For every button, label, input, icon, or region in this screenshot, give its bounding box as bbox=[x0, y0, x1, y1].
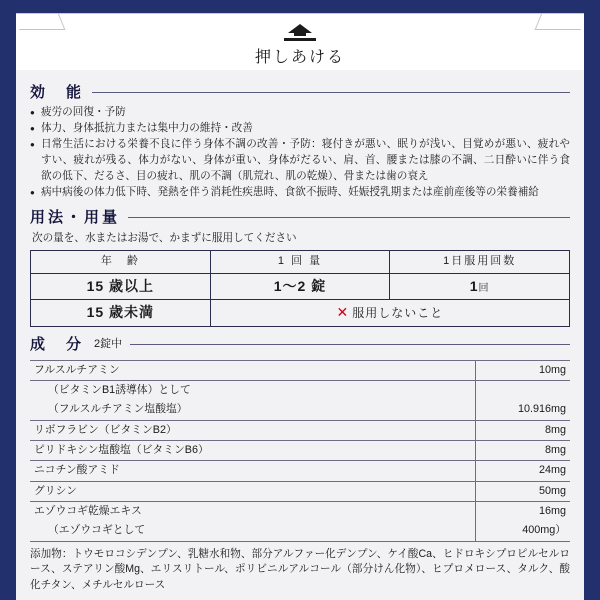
ingredients-rule bbox=[130, 344, 570, 345]
cell-frequency bbox=[390, 273, 570, 300]
list-item: ● 日常生活における栄養不良に伴う身体不調の改善・予防：寝付きが悪い、眠りが浅い、目覚めが悪い、疲れやすい、疲れが残る、体力がない、身体が重い、身体がだるい、肩、首、腰または膝の不調、二日酔いに伴う食欲の低下、だるさ、目の疲れ、肌の不調（肌荒れ、肌の乾燥）、骨または歯の衰え bbox=[30, 137, 570, 185]
ingredient-name bbox=[30, 400, 476, 420]
ingredient-name: ニコチン酸アミド bbox=[30, 461, 476, 481]
column-header-dose: 1 回 量 bbox=[210, 250, 390, 273]
ingredient-name bbox=[30, 521, 476, 541]
push-open-instruction bbox=[16, 24, 584, 67]
ingredients-subtitle: 2錠中 bbox=[94, 338, 123, 351]
info-panel bbox=[16, 70, 584, 600]
ingredient-amount: 8mg bbox=[476, 440, 571, 460]
ingredient-amount bbox=[476, 380, 571, 400]
list-item: ● 体力、身体抵抗力または集中力の維持・改善 bbox=[30, 121, 570, 137]
table-row bbox=[31, 273, 570, 300]
table-header-row bbox=[31, 250, 570, 273]
usage-heading bbox=[30, 207, 570, 228]
ingredient-amount: 24mg bbox=[476, 461, 571, 481]
ingredient-name-text: （エゾウコギとして bbox=[48, 524, 146, 537]
table-row bbox=[30, 521, 570, 541]
table-row bbox=[31, 300, 570, 327]
restriction-text: 服用しないこと bbox=[352, 306, 444, 321]
usage-note: 次の量を、水またはお湯で、かまずに服用してください bbox=[32, 231, 297, 244]
efficacy-heading bbox=[30, 82, 570, 103]
table-row bbox=[30, 481, 570, 501]
table-row bbox=[30, 360, 570, 380]
ingredient-amount: 50mg bbox=[476, 481, 571, 501]
flap-crease-line bbox=[16, 13, 584, 14]
ingredients-title: 成 分 bbox=[30, 336, 85, 354]
ingredient-amount: 10.916mg bbox=[476, 400, 571, 420]
table-row bbox=[30, 420, 570, 440]
ingredient-amount: 8mg bbox=[476, 420, 571, 440]
cell-restriction bbox=[210, 300, 569, 327]
efficacy-title: 効 能 bbox=[30, 84, 85, 101]
table-row bbox=[30, 400, 570, 420]
top-flap bbox=[16, 0, 584, 70]
ingredient-name: フルスルチアミン bbox=[30, 360, 476, 380]
ingredient-amount: 16mg bbox=[476, 501, 571, 521]
usage-title: 用法・用量 bbox=[30, 208, 121, 226]
ingredient-amount: 10mg bbox=[476, 360, 571, 380]
ingredient-name: グリシン bbox=[30, 481, 476, 501]
ingredient-name: ピリドキシン塩酸塩（ビタミンB6） bbox=[30, 440, 476, 460]
list-item: ● 病中病後の体力低下時、発熱を伴う消耗性疾患時、食欲不振時、妊娠授乳期または産前産後等の栄養補給 bbox=[30, 185, 570, 201]
cell-dose: 1～2 錠 bbox=[210, 273, 390, 300]
table-row bbox=[30, 501, 570, 521]
dosage-table bbox=[30, 250, 570, 327]
left-navy-band bbox=[0, 0, 16, 600]
ingredients-heading bbox=[30, 334, 570, 355]
ingredient-amount: 400mg） bbox=[476, 521, 571, 541]
ingredient-name: エゾウコギ乾燥エキス bbox=[30, 501, 476, 521]
table-row bbox=[30, 440, 570, 460]
ingredient-name bbox=[30, 380, 476, 400]
ingredient-name-text: （ビタミンB1誘導体）として bbox=[48, 383, 191, 396]
cell-age: 15 歳未満 bbox=[31, 300, 211, 327]
up-arrow-icon bbox=[278, 24, 322, 42]
ingredient-name: リボフラビン（ビタミンB2） bbox=[30, 420, 476, 440]
table-row bbox=[30, 461, 570, 481]
column-header-age: 年 齢 bbox=[31, 250, 211, 273]
push-open-label: 押しあける bbox=[254, 49, 345, 66]
frequency-unit: 回 bbox=[478, 282, 490, 294]
frequency-value: 1 bbox=[469, 277, 479, 294]
usage-rule bbox=[128, 217, 570, 218]
table-row bbox=[30, 380, 570, 400]
column-header-frequency: 1日服用回数 bbox=[390, 250, 570, 273]
ingredients-table bbox=[30, 360, 570, 542]
additives-text: 添加物：トウモロコシデンプン、乳糖水和物、部分アルファー化デンプン、ケイ酸Ca、ヒドロキシプロピルセルロース、ステアリン酸Mg、エリスリトール、ポリビニルアルコール（部分けん化物）、ヒプロメロース、タルク、酸化チタン、メチルセルロース bbox=[30, 547, 570, 592]
efficacy-rule bbox=[92, 92, 570, 93]
right-navy-band bbox=[584, 0, 600, 600]
cell-age: 15 歳以上 bbox=[31, 273, 211, 300]
cross-icon: ✕ bbox=[336, 304, 350, 321]
ingredient-name-text: （フルスルチアミン塩酸塩） bbox=[48, 403, 188, 416]
efficacy-list bbox=[30, 105, 570, 200]
list-item: ● 疲労の回復・予防 bbox=[30, 105, 570, 121]
flap-navy-strip bbox=[16, 0, 584, 13]
